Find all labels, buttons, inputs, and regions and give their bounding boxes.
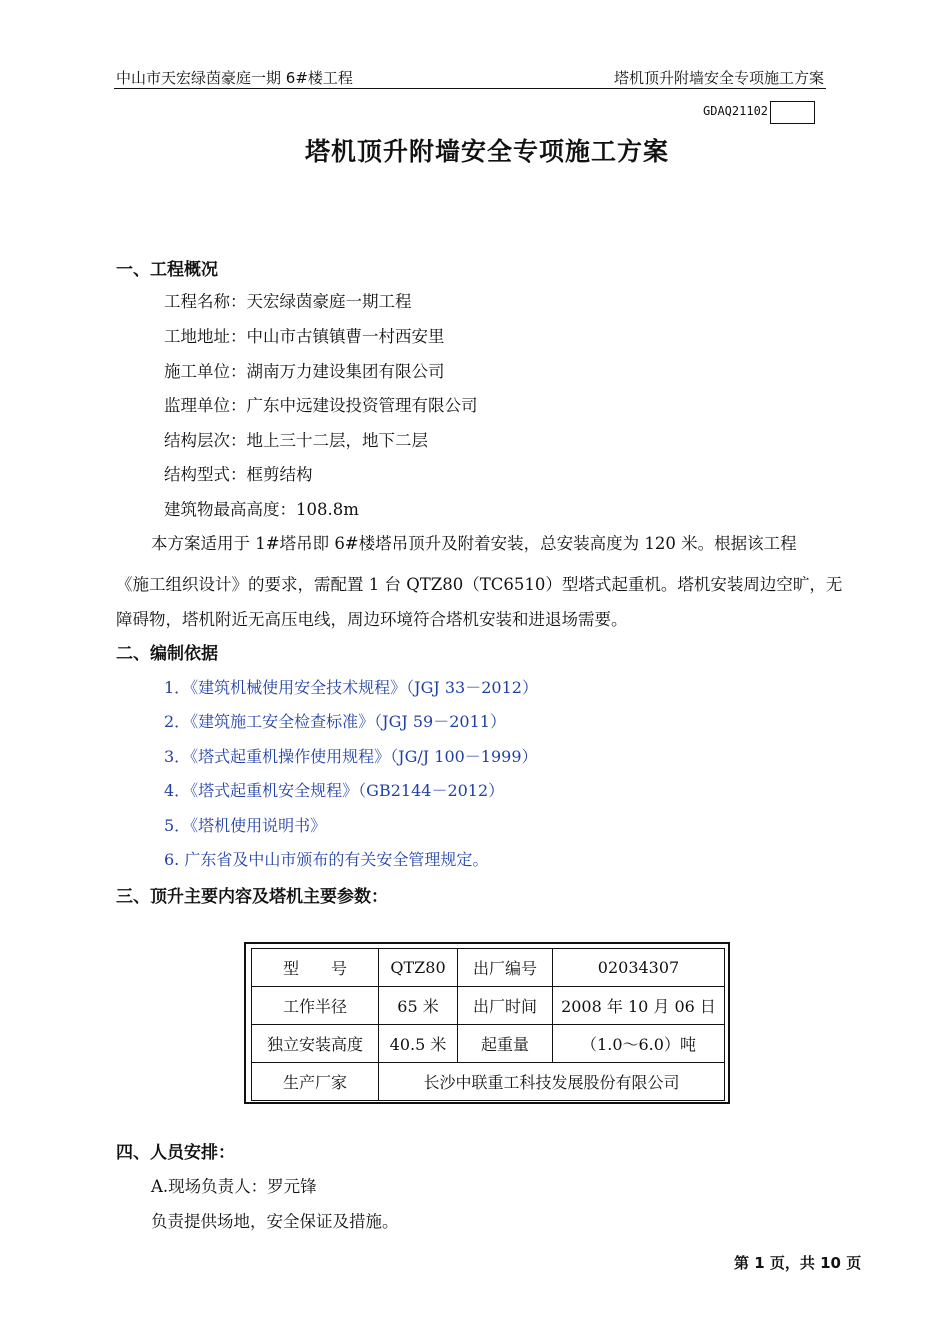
table-cell: 生产厂家 [252, 1063, 379, 1101]
header-rule [114, 88, 826, 89]
table-cell: （1.0～6.0）吨 [553, 1025, 725, 1063]
project-info-name: 工程名称：天宏绿茵豪庭一期工程 [164, 292, 412, 311]
scope-paragraph-line-1: 本方案适用于 1#塔吊即 6#楼塔吊顶升及附着安装，总安装高度为 120 米。根据该工程 [151, 534, 797, 553]
project-info-supervisor: 监理单位：广东中远建设投资管理有限公司 [164, 396, 478, 415]
project-info-floors: 结构层次：地上三十二层，地下二层 [164, 431, 428, 450]
project-info-contractor: 施工单位：湖南万力建设集团有限公司 [164, 362, 445, 381]
table-cell: 2008 年 10 月 06 日 [553, 987, 725, 1025]
site-manager-duty: 负责提供场地，安全保证及措施。 [151, 1212, 399, 1231]
project-info-structure: 结构型式：框剪结构 [164, 465, 313, 484]
reference-item: 3．《塔式起重机操作使用规程》（JG/J 100－1999） [164, 747, 538, 766]
table-cell: 40.5 米 [379, 1025, 458, 1063]
table-row [252, 987, 725, 1025]
reference-item: 4．《塔式起重机安全规程》（GB2144－2012） [164, 781, 505, 800]
table-cell: 65 米 [379, 987, 458, 1025]
document-code: GDAQ21102 [703, 104, 769, 118]
scope-paragraph-line-2: 《施工组织设计》的要求，需配置 1 台 QTZ80（TC6510）型塔式起重机。塔机安装周边空旷，无 [116, 575, 843, 594]
table-cell: 长沙中联重工科技发展股份有限公司 [379, 1063, 725, 1101]
table-cell: 工作半径 [252, 987, 379, 1025]
reference-item: 6. 广东省及中山市颁布的有关安全管理规定。 [164, 850, 489, 869]
document-code-box [770, 101, 815, 124]
table-cell: 出厂时间 [458, 987, 553, 1025]
project-info-address: 工地地址：中山市古镇镇曹一村西安里 [164, 327, 445, 346]
table-cell: QTZ80 [379, 949, 458, 987]
table-cell: 独立安装高度 [252, 1025, 379, 1063]
section-4-heading: 四、人员安排： [116, 1143, 235, 1163]
header-document-title: 塔机顶升附墙安全专项施工方案 [613, 69, 824, 87]
table-cell: 型 号 [252, 949, 379, 987]
project-info-height: 建筑物最高高度：108.8m [164, 500, 359, 519]
table-row [252, 949, 725, 987]
section-1-heading: 一、工程概况 [116, 260, 218, 280]
table-cell: 出厂编号 [458, 949, 553, 987]
crane-parameter-table [251, 948, 725, 1101]
page-number: 第 1 页，共 10 页 [734, 1254, 862, 1272]
scope-paragraph-line-3: 障碍物，塔机附近无高压电线，周边环境符合塔机安装和进退场需要。 [116, 610, 628, 629]
table-row [252, 1025, 725, 1063]
section-3-heading: 三、顶升主要内容及塔机主要参数： [116, 887, 388, 907]
table-cell: 02034307 [553, 949, 725, 987]
reference-item: 2．《建筑施工安全检查标准》（JGJ 59－2011） [164, 712, 506, 731]
section-2-heading: 二、编制依据 [116, 644, 218, 664]
table-cell: 起重量 [458, 1025, 553, 1063]
site-manager: A.现场负责人：罗元锋 [151, 1177, 317, 1196]
reference-item: 5．《塔机使用说明书》 [164, 816, 327, 835]
table-row [252, 1063, 725, 1101]
header-project-name: 中山市天宏绿茵豪庭一期 6#楼工程 [116, 69, 353, 87]
reference-item: 1．《建筑机械使用安全技术规程》（JGJ 33－2012） [164, 678, 538, 697]
page-title: 塔机顶升附墙安全专项施工方案 [304, 137, 669, 166]
